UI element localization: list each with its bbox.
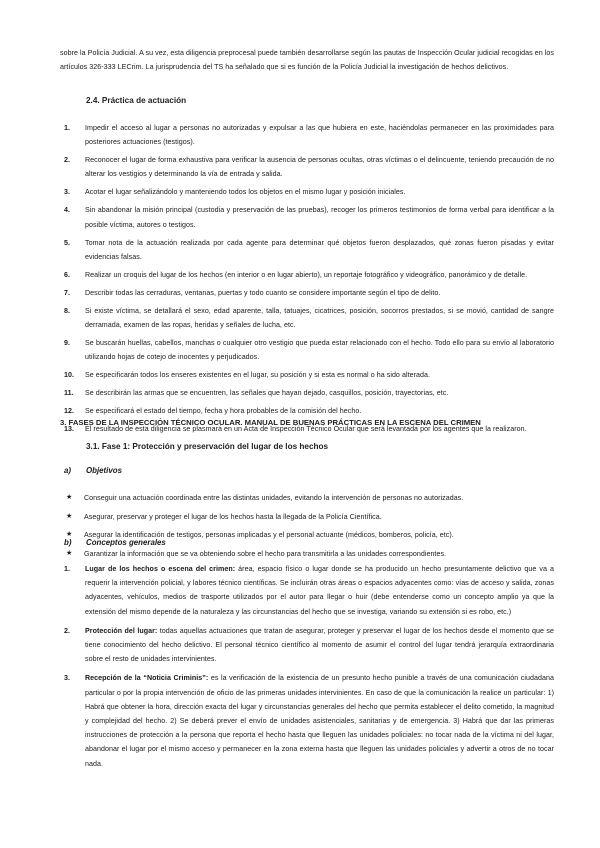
section-2-4-heading: 2.4. Práctica de actuación — [86, 96, 187, 105]
list-item — [64, 510, 554, 524]
list-item — [64, 624, 554, 667]
list-item — [64, 153, 554, 181]
list-item — [64, 304, 554, 332]
list-item — [64, 203, 554, 231]
item-text: Asegurar, preservar y proteger el lugar de los hechos hasta la llegada de la Policía Científica. — [84, 512, 382, 521]
list-item — [64, 547, 554, 561]
list-item — [64, 404, 554, 418]
item-number: 9. — [64, 339, 71, 348]
intro-paragraph: sobre la Policía Judicial. A su vez, esta diligencia preprocesal puede también desarrollarse según las pautas de Inspección Ocular judicial recogidas en los artículos 326-333 LECrim. La jurisprudencia del TS ha señalado que si es función de la Policía Judicial la investigación de hechos delictivos. — [60, 49, 554, 72]
item-text: Conseguir una actuación coordinada entre las distintas unidades, evitando la intervención de personas no autorizadas. — [84, 494, 464, 502]
item-number: 1. — [64, 565, 71, 573]
conceptos-heading — [64, 538, 166, 547]
item-number: 2. — [64, 156, 71, 165]
section-3-heading: 3. FASES DE LA INSPECCIÓN TÉCNICO OCULAR. MANUAL DE BUENAS PRÁCTICAS EN LA ESCENA DEL CRIMEN — [60, 418, 481, 427]
section-3-1-heading: 3.1. Fase 1: Protección y preservación del lugar de los hechos — [86, 442, 329, 451]
list-item — [64, 491, 554, 505]
item-text: El resultado de esta diligencia se plasmará en un Acta de Inspección Técnico Ocular que será levantada por los agentes que la realizaron. — [85, 425, 527, 434]
item-number: 13. — [64, 425, 75, 434]
item-text: Si existe víctima, se detallará el sexo, edad aparente, talla, tatuajes, cicatrices, posición, socorros prestados, si se movió, cantidad de sangre derramada, examen de las ropas, heridas y señales de lucha, etc. — [85, 306, 554, 330]
item-text: Tomar nota de la actuación realizada por cada agente para determinar qué objetos fueron desplazados, qué zonas fueron pisadas y evitar evidencias falsas. — [85, 238, 554, 261]
star-bullet-icon: ★ — [66, 531, 73, 538]
list-item — [64, 185, 554, 199]
list-item — [64, 336, 554, 364]
item-text: Se buscarán huellas, cabellos, manchas o cualquier otro vestigio que pueda estar relacionado con el hecho. Todo ello para su envío al laboratorio utilizando hojas de cotejo de inocentes y perjudicados. — [85, 339, 554, 362]
conceptos-title: Conceptos generales — [86, 538, 166, 547]
actuacion-list — [64, 121, 554, 440]
star-bullet-icon: ★ — [66, 549, 73, 557]
item-text: Describir todas las cerraduras, ventanas, puertas y todo cuanto se considere importante según el tipo de delito. — [85, 288, 441, 297]
objetivos-list — [64, 491, 554, 565]
item-lead: Protección del lugar: — [85, 626, 158, 635]
list-item — [64, 236, 554, 264]
item-text: Acotar el lugar señalizándolo y manteniendo todos los objetos en el mismo lugar y posición iniciales. — [85, 188, 406, 197]
item-number: 11. — [64, 389, 74, 398]
star-bullet-icon: ★ — [66, 494, 73, 501]
item-lead: Recepción de la “Noticia Criminis”: — [85, 674, 209, 683]
item-text: Garantizar la información que se va obteniendo sobre el hecho para transmitirla a las unidades correspondientes. — [84, 549, 447, 558]
item-number: 12. — [64, 407, 75, 416]
item-number: 8. — [64, 306, 71, 315]
item-number: 10. — [64, 371, 75, 380]
item-number: 7. — [64, 288, 71, 297]
objetivos-letter: a) — [64, 466, 72, 475]
item-lead: Lugar de los hechos o escena del crimen: — [85, 565, 236, 573]
item-text: Se describirán las armas que se encuentren, las señales que hayan dejado, casquillos, posición, trayectorias, etc. — [85, 389, 449, 398]
list-item — [64, 286, 554, 300]
item-number: 3. — [64, 674, 71, 683]
item-text: Realizar un croquis del lugar de los hechos (en interior o en lugar abierto), un reportaje fotográfico y videográfico, panorámico y de detalle. — [85, 270, 528, 279]
item-number: 6. — [64, 270, 71, 279]
item-text: es la verificación de la existencia de un presunto hecho punible a través de una comunicación ciudadana particular o por la propia intervención de oficio de las primeras unidades intervinientes. En caso de que la comunicación la realice un particular: 1) Habrá que obtener la hora, dirección exacta del lugar y circunstancias generales del hecho que permita establecer el delito cometido, la magnitud y complejidad del hecho. 2) Se deberá prever el envío de unidades asistenciales, sanitarias y de emergencia. 3) Habrá que dar las primeras instrucciones de protección a la persona que reporta el hecho hasta que lleguen las unidades policiales: no tocar nada de la víctima ni del lugar, abandonar el lugar por el mismo acceso y permanecer en la zona externa hasta que lleguen las unidades policiales y advertir a otros de no tocar nada. — [85, 674, 554, 768]
objetivos-title: Objetivos — [86, 466, 122, 475]
item-number: 2. — [64, 626, 71, 635]
list-item — [64, 368, 554, 382]
item-number: 5. — [64, 238, 71, 247]
list-item — [64, 121, 554, 149]
list-item — [64, 562, 554, 619]
conceptos-list — [64, 562, 554, 776]
item-number: 3. — [64, 188, 71, 197]
item-text: Reconocer el lugar de forma exhaustiva para verificar la ausencia de personas ocultas, otras víctimas o el delincuente, teniendo precaución de no alterar los vestigios y determinando la vía de entrada y salida. — [85, 156, 554, 179]
objetivos-heading — [64, 466, 122, 475]
item-text: Se especificará el estado del tiempo, fecha y hora probables de la comisión del hecho. — [85, 407, 362, 416]
item-text: Asegurar la identificación de testigos, personas implicadas y el personal actuante (médicos, bomberos, policía, etc). — [84, 531, 454, 539]
list-item — [64, 671, 554, 770]
item-text: área, espacio físico o lugar donde se ha producido un hecho presuntamente delictivo que va a requerir la intervención policial, y labores técnico científicas. Se incluirán otras áreas o espacios adyacentes como: vías de acceso y salida, zonas adyacentes, vehículos, medios de trasporte utilizados por el autor para llegar o huir (debe entenderse como un concepto amplio ya que la extensión del mismo depende de la naturaleza y las circunstancias del hecho que se investiga, variando su extensión si es robo, etc.) — [85, 565, 554, 616]
list-item — [64, 386, 554, 400]
star-bullet-icon: ★ — [66, 512, 73, 520]
item-text: Impedir el acceso al lugar a personas no autorizadas y expulsar a las que hubiera en este, haciéndolas permanecer en las proximidades para posteriores actuaciones (testigos). — [85, 124, 554, 147]
list-item — [64, 268, 554, 282]
item-text: todas aquellas actuaciones que tratan de asegurar, proteger y preservar el lugar de los hechos desde el momento que se tiene conocimiento del hecho delictivo. El personal técnico científico al momento de asumir el control del lugar tendrá jerarquía extraordinaria sobre el resto de unidades intervinientes. — [85, 626, 555, 664]
item-number: 1. — [64, 124, 71, 132]
item-number: 4. — [64, 206, 71, 215]
conceptos-letter: b) — [64, 538, 72, 547]
item-text: Se especificarán todos los enseres existentes en el lugar, su posición y si esta es normal o ha sido alterada. — [85, 371, 431, 380]
item-text: Sin abandonar la misión principal (custodia y preservación de las pruebas), recoger los primeros testimonios de forma verbal para identificar a la posible víctima, autores o testigos. — [85, 206, 554, 229]
